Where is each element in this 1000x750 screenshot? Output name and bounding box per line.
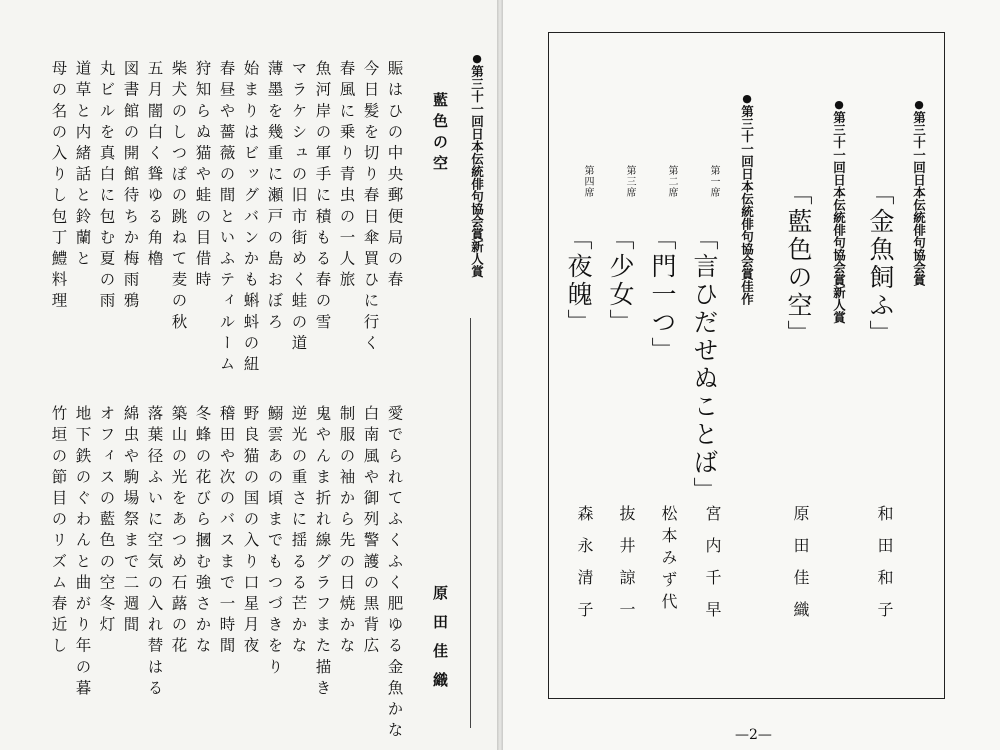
award-work-1: 「金魚飼ふ」 [866, 180, 895, 348]
left-page [0, 0, 497, 750]
haiku-upper-15: 母の名の入りし包丁鱧料理 [49, 60, 68, 314]
haiku-lower-5: 逆光の重さに揺るる芒かな [289, 405, 308, 659]
honorable-rank-2: 第二席 [666, 165, 677, 198]
haiku-upper-14: 道草と内緒話と鈴蘭と [73, 60, 92, 271]
haiku-upper-8: 春昼や薔薇の間といふティルーム [217, 60, 236, 377]
haiku-upper-12: 図書館の開館待ちか梅雨鴉 [121, 60, 140, 314]
haiku-lower-1: 愛でられてふくふく肥ゆる金魚かな [385, 405, 404, 743]
haiku-upper-9: 狩知らぬ猫や蛙の目借時 [193, 60, 212, 293]
award-author-1: 和田和子 [875, 505, 894, 633]
haiku-upper-7: 始まりはビッグバンかも蝌蚪の紐 [241, 60, 260, 377]
honorable-author-4: 森永清子 [575, 505, 594, 633]
haiku-lower-14: 地下鉄のぐわんと曲がり年の暮 [73, 405, 92, 701]
haiku-lower-2: 白南風や御列警護の黒背広 [361, 405, 380, 659]
left-award-heading: ● 第三十一回日本伝統俳句協会賞新人賞 [470, 52, 483, 278]
left-heading-rule [470, 318, 471, 728]
award-author-2: 原田佳織 [791, 505, 810, 633]
haiku-lower-13: オフィスの藍色の空冬灯 [97, 405, 116, 638]
honorable-heading: ● 第三十一回日本伝統俳句協会賞佳作 [740, 92, 753, 305]
haiku-lower-3: 制服の袖から先の日焼かな [337, 405, 356, 659]
haiku-upper-10: 柴犬のしつぽの跳ねて麦の秋 [169, 60, 188, 335]
haiku-lower-9: 冬蜂の花びら摑む強さかな [193, 405, 212, 659]
haiku-lower-6: 鰯雲あの頃までもつづきをり [265, 405, 284, 680]
haiku-upper-13: 丸ビルを真白に包む夏の雨 [97, 60, 116, 314]
honorable-work-3: 「少女」 [606, 225, 635, 337]
haiku-lower-7: 野良猫の国の入り口星月夜 [241, 405, 260, 659]
haiku-upper-2: 今日髪を切り春日傘買ひに行く [361, 60, 380, 356]
left-author: 原田佳織 [431, 585, 449, 701]
haiku-lower-11: 落葉径ふいに空気の入れ替はる [145, 405, 164, 701]
haiku-upper-3: 春風に乗り青虫の一人旅 [337, 60, 356, 293]
haiku-lower-8: 稽田や次のバスまで一時間 [217, 405, 236, 659]
honorable-author-3: 抜井諒一 [617, 505, 636, 633]
haiku-upper-6: 薄墨を幾重に瀬戸の島おぼろ [265, 60, 284, 335]
honorable-rank-1: 第一席 [708, 165, 719, 198]
haiku-lower-15: 竹垣の節目のリズム春近し [49, 405, 68, 659]
honorable-author-1: 宮内千早 [703, 505, 722, 633]
haiku-upper-1: 賑はひの中央郵便局の春 [385, 60, 404, 293]
honorable-work-4: 「夜魄」 [564, 225, 593, 337]
page-number: —2— [735, 727, 772, 743]
honorable-rank-3: 第三席 [624, 165, 635, 198]
honorable-work-2: 「門一つ」 [648, 225, 677, 365]
honorable-author-2: 松本みず代 [659, 505, 678, 615]
haiku-upper-4: 魚河岸の軍手に積もる春の雪 [313, 60, 332, 335]
haiku-lower-4: 鬼やんま折れ線グラフまた描き [313, 405, 332, 701]
award-work-2: 「藍色の空」 [784, 180, 813, 348]
haiku-lower-12: 綿虫や駒場祭まで二週間 [121, 405, 140, 638]
haiku-upper-5: マラケシュの旧市街めく蛙の道 [289, 60, 308, 356]
haiku-upper-11: 五月闇白く聳ゆる角櫓 [145, 60, 164, 271]
honorable-work-1: 「言ひだせぬことば」 [690, 225, 719, 505]
award-heading-1: ● 第三十一回日本伝統俳句協会賞 [912, 98, 925, 286]
left-title: 藍色の空 [431, 92, 449, 176]
honorable-rank-4: 第四席 [582, 165, 593, 198]
award-heading-2: ● 第三十一回日本伝統俳句協会賞新人賞 [832, 98, 845, 324]
haiku-lower-10: 築山の光をあつめ石蕗の花 [169, 405, 188, 659]
